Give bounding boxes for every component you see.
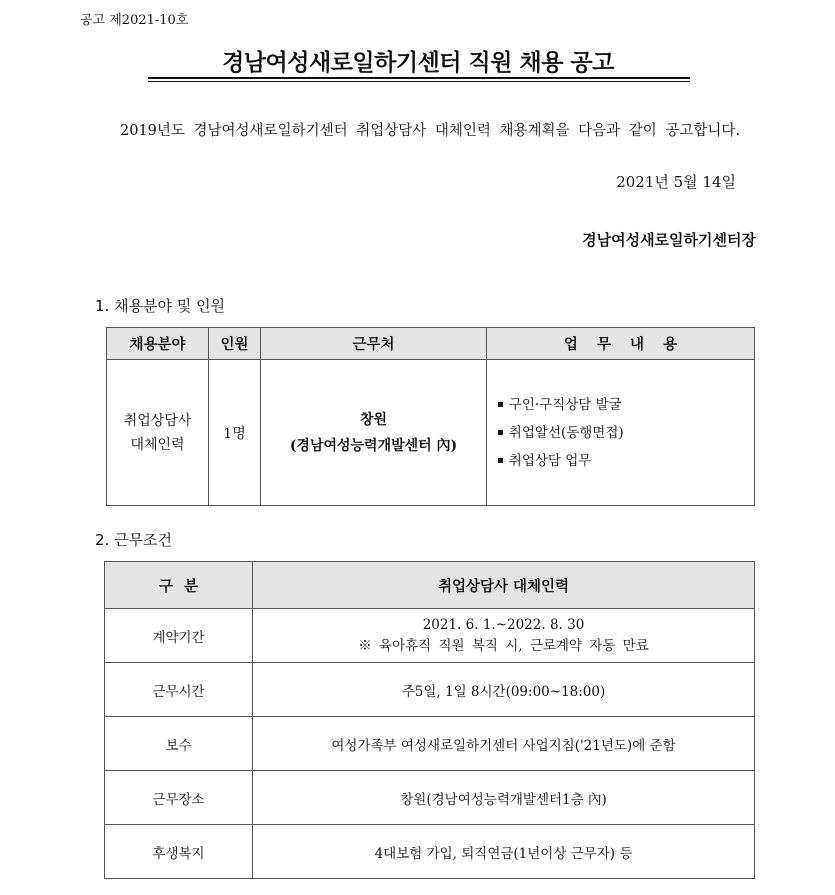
contract-note: ※ 육아휴직 직원 복직 시, 근로계약 자동 만료 bbox=[358, 637, 649, 654]
row-value: 여성가족부 여성새로일하기센터 사업지침('21년도)에 준함 bbox=[253, 717, 755, 771]
contract-period: 2021. 6. 1.~2022. 8. 30 bbox=[422, 616, 585, 633]
duty-item: ▪ 구인·구직상담 발굴 bbox=[497, 396, 622, 413]
row-label: 근무시간 bbox=[105, 663, 253, 717]
header-location: 근무처 bbox=[261, 328, 487, 360]
issuer-name: 경남여성새로일하기센터장 bbox=[582, 231, 756, 249]
field-line1: 취업상담사 bbox=[123, 412, 192, 429]
header-duties: 업 무 내 용 bbox=[487, 328, 755, 360]
location-line1: 창원 bbox=[359, 411, 388, 428]
row-label: 계약기간 bbox=[105, 609, 253, 663]
header-position: 취업상담사 대체인력 bbox=[253, 562, 755, 609]
header-count: 인원 bbox=[209, 328, 261, 360]
notice-number: 공고 제2021-10호 bbox=[80, 13, 189, 28]
row-value bbox=[253, 609, 755, 663]
row-label: 보수 bbox=[105, 717, 253, 771]
duty-item: ▪ 취업알선(동행면접) bbox=[497, 424, 624, 441]
row-value: 창원(경남여성능력개발센터1층 內) bbox=[253, 771, 755, 825]
bullet-icon: ▪ bbox=[497, 398, 504, 410]
duties-cell bbox=[487, 360, 755, 506]
count-cell: 1명 bbox=[209, 360, 261, 506]
title-underline bbox=[148, 77, 690, 79]
duty-item: ▪ 취업상담 업무 bbox=[497, 452, 592, 469]
location-cell bbox=[261, 360, 487, 506]
row-value: 4대보험 가입, 퇴직연금(1년이상 근무자) 등 bbox=[253, 825, 755, 879]
row-value: 주5일, 1일 8시간(09:00~18:00) bbox=[253, 663, 755, 717]
intro-paragraph: 2019년도 경남여성새로일하기센터 취업상담사 대체인력 채용계획을 다음과 같이 공고합니다. bbox=[120, 123, 741, 139]
field-line2: 대체인력 bbox=[130, 436, 185, 453]
bullet-icon: ▪ bbox=[497, 454, 504, 466]
bullet-icon: ▪ bbox=[497, 426, 504, 438]
title-underline-thin bbox=[148, 81, 690, 82]
section-heading-conditions: 2. 근무조건 bbox=[95, 531, 173, 549]
field-cell bbox=[107, 360, 209, 506]
page-title: 경남여성새로일하기센터 직원 채용 공고 bbox=[222, 50, 614, 76]
location-line2: (경남여성능력개발센터 內) bbox=[289, 437, 458, 454]
notice-date: 2021년 5월 14일 bbox=[616, 173, 736, 191]
conditions-table bbox=[104, 561, 755, 879]
header-category: 구 분 bbox=[105, 562, 253, 609]
positions-table bbox=[106, 327, 755, 506]
section-heading-positions: 1. 채용분야 및 인원 bbox=[95, 297, 226, 315]
row-label: 근무장소 bbox=[105, 771, 253, 825]
header-field: 채용분야 bbox=[107, 328, 209, 360]
row-label: 후생복지 bbox=[105, 825, 253, 879]
